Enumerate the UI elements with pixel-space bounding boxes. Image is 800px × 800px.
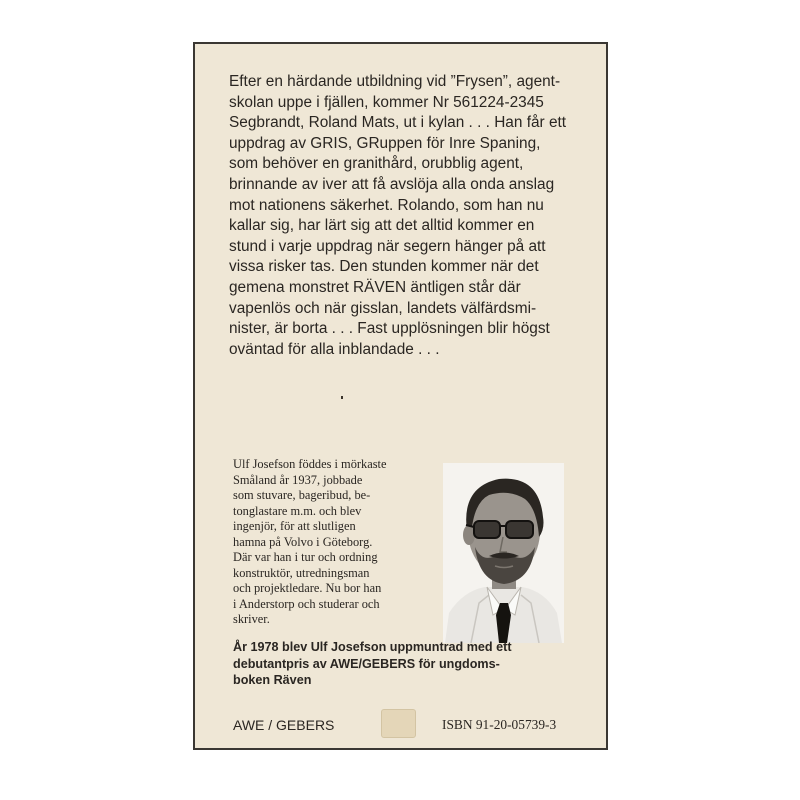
blurb-line: skolan uppe i fjällen, kommer Nr 561224-2345 [229, 93, 544, 111]
blurb-line: Segbrandt, Roland Mats, ut i kylan . . . Han får ett [229, 114, 567, 132]
prize-line: boken Räven [233, 673, 312, 687]
bio-line: Småland år 1937, jobbade [233, 472, 363, 487]
prize-line: År 1978 blev Ulf Josefson uppmuntrad med ett [233, 640, 512, 654]
prize-line: debutantpris av AWE/GEBERS för ungdoms- [233, 656, 500, 671]
bio-line: Där var han i tur och ordning [233, 550, 378, 564]
blurb-text [229, 72, 599, 360]
bio-line: hamna på Volvo i Göteborg. [233, 534, 373, 549]
bio-line: ingenjör, för att slutligen [233, 519, 356, 533]
author-portrait-icon [443, 463, 564, 643]
author-bio [233, 457, 433, 628]
bio-line: tonglastare m.m. och blev [233, 503, 362, 518]
blurb-line: Efter en härdande utbildning vid ”Frysen”, agent- [229, 73, 561, 90]
blurb-line: oväntad för alla inblandade . . . [229, 340, 440, 358]
prize-note [233, 639, 593, 689]
blurb-line: nister, är borta . . . Fast upplösningen blir högst [229, 320, 550, 338]
author-photo [443, 463, 564, 643]
bio-line: som stuvare, bageribud, be- [233, 488, 371, 502]
blurb-line: vissa risker tas. Den stunden kommer när det [229, 258, 539, 276]
bio-line: i Anderstorp och studerar och [233, 596, 380, 611]
bio-line: och projektledare. Nu bor han [233, 581, 382, 595]
blurb-line: brinnande av iver att få avslöja alla onda anslag [229, 175, 555, 193]
blurb-line: mot nationens säkerhet. Rolando, som han nu [229, 196, 544, 214]
book-back-cover [193, 42, 608, 750]
blurb-line: kallar sig, har lärt sig att det alltid kommer en [229, 217, 535, 235]
print-speck [341, 396, 343, 399]
publisher-name: AWE / GEBERS [233, 717, 335, 733]
blurb-line: uppdrag av GRIS, GRuppen för Inre Spaning, [229, 134, 541, 152]
bio-line: Ulf Josefson föddes i mörkaste [233, 457, 387, 471]
blurb-line: stund i varje uppdrag när segern hänger på att [229, 237, 546, 255]
isbn-number: ISBN 91-20-05739-3 [442, 717, 557, 732]
blurb-line: som behöver en granithård, orubblig agent, [229, 155, 524, 173]
bio-line: konstruktör, utredningsman [233, 565, 370, 580]
blurb-line: vapenlös och när gisslan, landets välfärdsmi- [229, 299, 537, 317]
price-sticker-remnant [381, 709, 416, 738]
bio-line: skriver. [233, 612, 270, 626]
blurb-line: gemena monstret RÄVEN äntligen står där [229, 278, 521, 296]
